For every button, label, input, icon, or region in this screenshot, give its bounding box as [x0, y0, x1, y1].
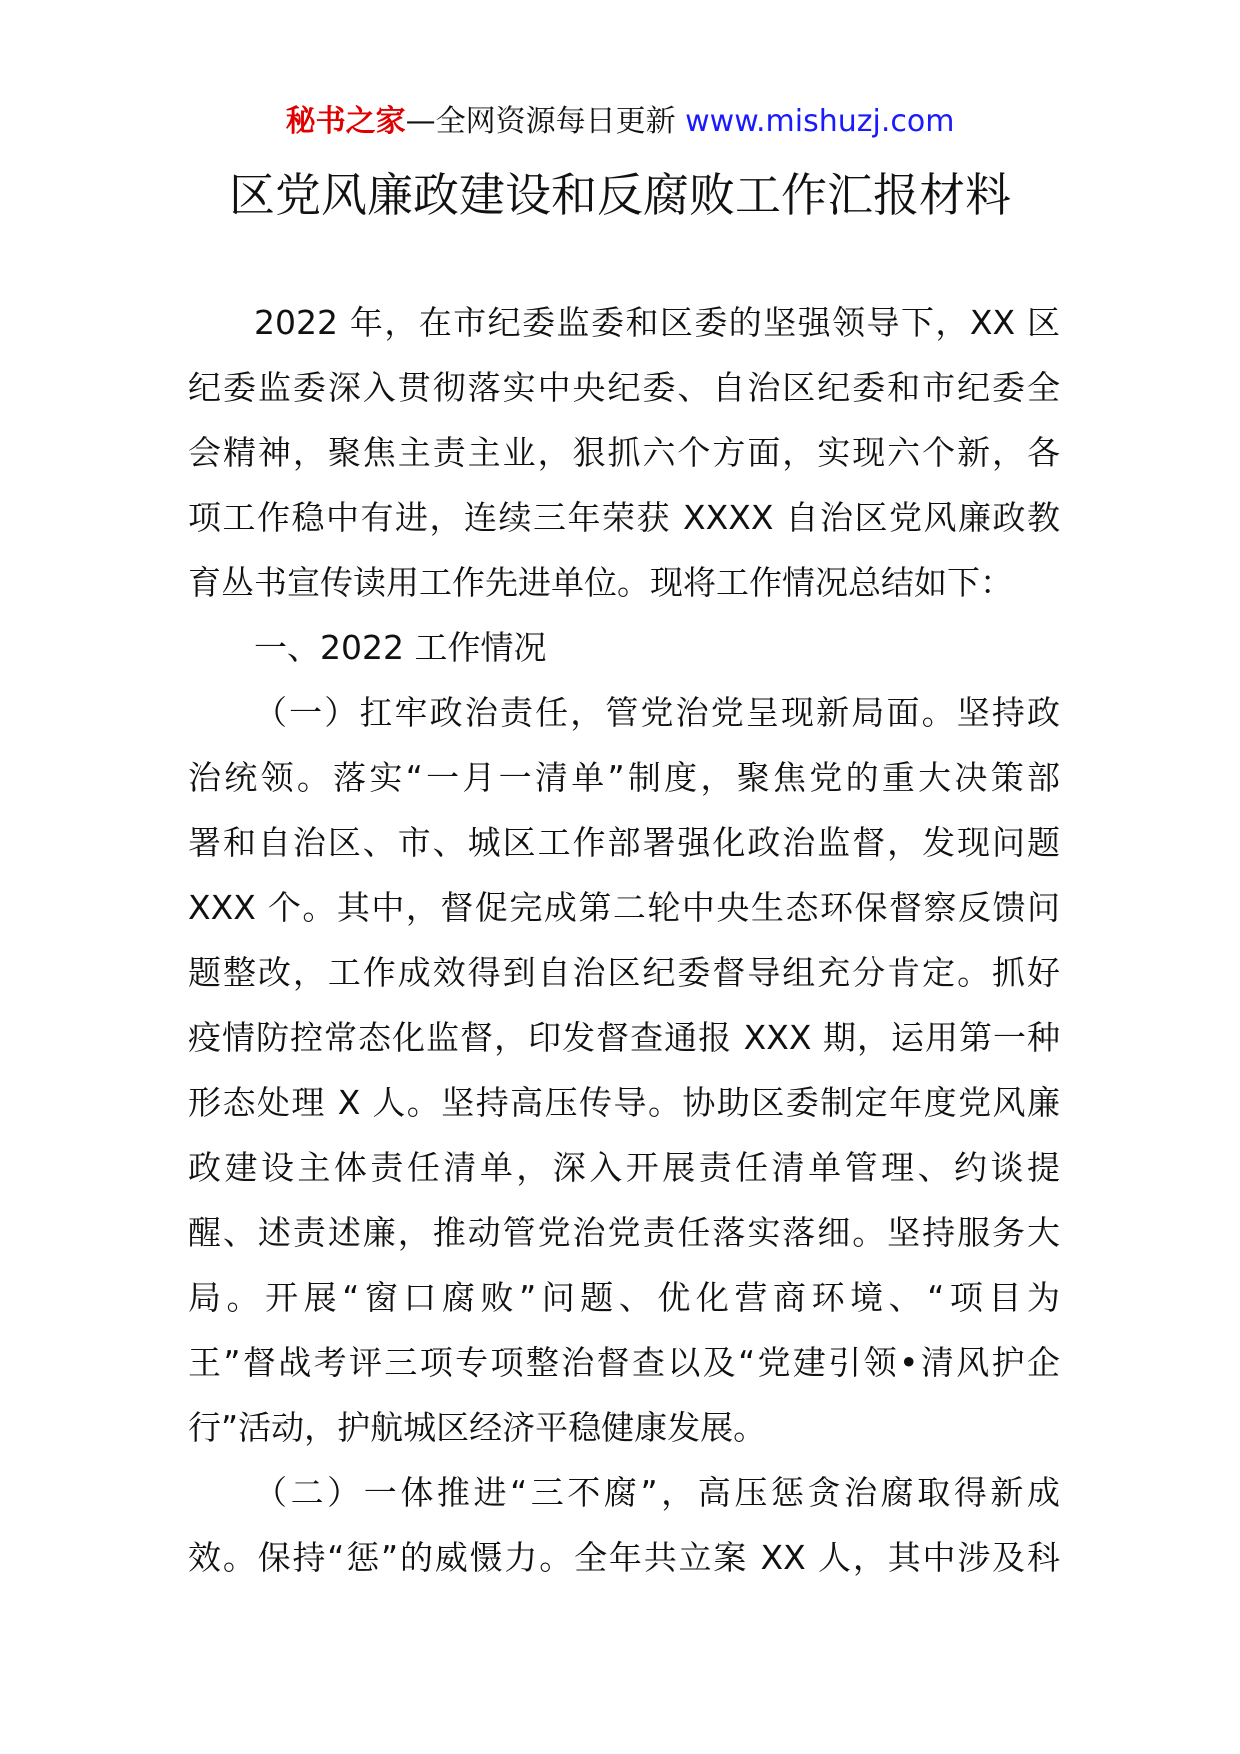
paragraph-line: 2022 年，在市纪委监委和区委的坚强领导下，XX 区: [254, 303, 1060, 342]
section-heading: 一、2022 工作情况: [254, 628, 547, 667]
paragraph-line: 行”活动，护航城区经济平稳健康发展。: [188, 1408, 767, 1447]
paragraph-line: 纪委监委深入贯彻落实中央纪委、自治区纪委和市纪委全: [188, 368, 1060, 407]
paragraph-line: 治统领。落实“一月一清单”制度，聚焦党的重大决策部: [188, 758, 1060, 797]
paragraph-line: 局。开展“窗口腐败”问题、优化营商环境、“项目为: [188, 1278, 1060, 1317]
document-body: [188, 290, 1060, 1590]
site-banner: [0, 100, 1240, 144]
site-url-link[interactable]: www.mishuzj.com: [685, 104, 955, 139]
paragraph-line: 育丛书宣传读用工作先进单位。现将工作情况总结如下：: [188, 563, 1013, 602]
paragraph-line: 会精神，聚焦主责主业，狠抓六个方面，实现六个新，各: [188, 433, 1060, 472]
paragraph-line: （二）一体推进“三不腐”，高压惩贪治腐取得新成: [254, 1473, 1060, 1512]
paragraph-line: XXX 个。其中，督促完成第二轮中央生态环保督察反馈问: [188, 888, 1060, 927]
document-title: 区党风廉政建设和反腐败工作汇报材料: [229, 168, 1011, 222]
paragraph-line: 疫情防控常态化监督，印发督查通报 XXX 期，运用第一种: [188, 1018, 1060, 1057]
paragraph-line: 王”督战考评三项专项整治督查以及“党建引领•清风护企: [188, 1343, 1060, 1382]
paragraph-line: 形态处理 X 人。坚持高压传导。协助区委制定年度党风廉: [188, 1083, 1060, 1122]
paragraph-line: 项工作稳中有进，连续三年荣获 XXXX 自治区党风廉政教: [188, 498, 1060, 537]
paragraph-line: 效。保持“惩”的威慑力。全年共立案 XX 人，其中涉及科: [188, 1538, 1060, 1577]
paragraph-line: 政建设主体责任清单，深入开展责任清单管理、约谈提: [188, 1148, 1060, 1187]
paragraph-line: 醒、述责述廉，推动管党治党责任落实落细。坚持服务大: [188, 1213, 1060, 1252]
paragraph-line: 题整改，工作成效得到自治区纪委督导组充分肯定。抓好: [188, 953, 1060, 992]
paragraph-line: （一）扛牢政治责任，管党治党呈现新局面。坚持政: [254, 693, 1060, 732]
paragraph-line: 署和自治区、市、城区工作部署强化政治监督，发现问题: [188, 823, 1060, 862]
site-brand: 秘书之家: [285, 104, 406, 139]
site-slogan: —全网资源每日更新: [405, 104, 676, 139]
